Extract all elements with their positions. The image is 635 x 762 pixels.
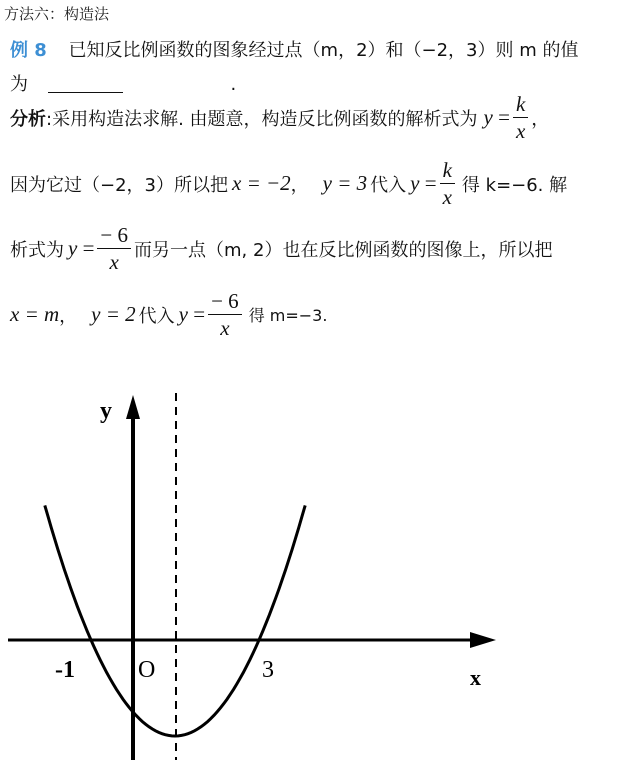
formula-y-eq-k-over-x-2: y = (410, 171, 437, 195)
x-axis-label: x (470, 665, 481, 690)
tick-label-neg1: -1 (55, 657, 75, 683)
problem-period: . (230, 74, 237, 95)
example-label: 例 8 (10, 40, 47, 61)
analysis-line4-b: 代入 (138, 305, 175, 327)
analysis-line-3 (10, 224, 552, 273)
formula-y-eq-neg6-over-x: y = (68, 236, 95, 260)
formula-y-eq-neg6-over-x-2: y = (178, 302, 206, 326)
problem-text-line2: 为 (10, 74, 28, 95)
analysis-label: 分析 (10, 108, 46, 130)
fraction-neg6-over-x: $\frac{- 6}{x}$ (97, 224, 131, 273)
analysis-line1-end: ， (531, 108, 550, 130)
analysis-line3-b: 而另一点（m, 2）也在反比例函数的图像上，所以把 (134, 239, 553, 261)
analysis-line2-c: 代入 (370, 174, 407, 196)
fraction-k-over-x: $\frac{k}{x}$ (513, 93, 528, 142)
formula-y-eq-3: y = 3 (322, 171, 368, 195)
analysis-line4-c: 得 m=−3. (248, 306, 328, 325)
answer-blank (48, 78, 123, 93)
y-axis-label: y (100, 398, 112, 424)
section-title: 方法六：构造法 (4, 5, 110, 23)
analysis-line-2 (10, 159, 567, 208)
fraction-k-over-x-2: $\frac{k}{x}$ (440, 159, 455, 208)
analysis-line1-text: :采用构造法求解. 由题意，构造反比例函数的解析式为 (46, 108, 478, 130)
formula-x-eq-m: x = m (10, 302, 60, 326)
formula-y-eq-k-over-x: y = (483, 105, 510, 129)
analysis-line4-a: ， (59, 305, 78, 327)
y-axis-arrow-icon (126, 395, 140, 419)
formula-y-eq-2: y = 2 (91, 302, 136, 326)
analysis-line-4 (10, 290, 327, 339)
problem-text-line1: 已知反比例函数的图象经过点（m，2）和（−2，3）则 m 的值 (68, 40, 579, 61)
analysis-line2-b: ， (290, 174, 309, 196)
analysis-line2-a: 因为它过（−2，3）所以把 (10, 174, 228, 196)
analysis-line3-a: 析式为 (10, 239, 64, 261)
formula-x-eq-minus2: x = −2 (232, 171, 291, 195)
parabola-graph (0, 375, 635, 762)
example-problem (10, 34, 578, 102)
analysis-line2-d: 得 k=−6. 解 (461, 174, 568, 196)
analysis-line-1 (10, 93, 549, 142)
x-axis-arrow-icon (470, 632, 496, 648)
tick-label-3: 3 (262, 657, 274, 683)
origin-label: O (138, 657, 156, 683)
fraction-neg6-over-x-2: $\frac{- 6}{x}$ (208, 290, 242, 339)
